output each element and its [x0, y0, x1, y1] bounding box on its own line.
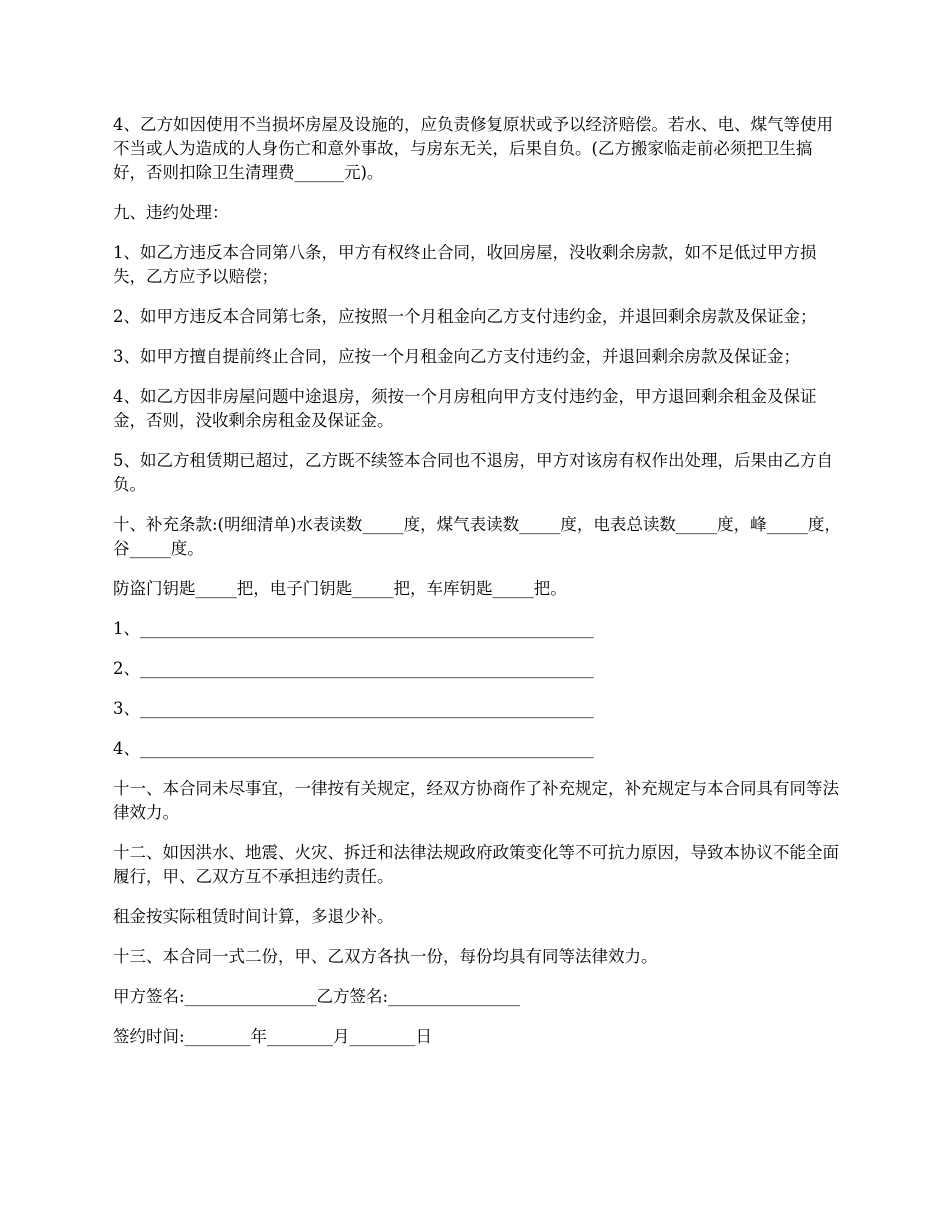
- section-13: 十三、本合同一式二份，甲、乙双方各执一份，每份均具有同等法律效力。: [113, 947, 658, 966]
- blank-line-1: 1、_______________________________________________________: [113, 619, 594, 638]
- section-9-heading: 九、违约处理：: [113, 203, 229, 222]
- clause-9-1: 1、如乙方违反本合同第八条，甲方有权终止合同，收回房屋，没收剩余房款，如不足低过甲方损失，乙方应予以赔偿；: [113, 243, 817, 286]
- clause-8-4: 4、乙方如因使用不当损坏房屋及设施的，应负责修复原状或予以经济赔偿。若水、电、煤气等使用不当或人为造成的人身伤亡和意外事故，与房东无关，后果自负。(乙方搬家临走前必须把卫生搞好，否则扣除卫生清理费______元)。: [113, 115, 833, 182]
- rent-note: 租金按实际租赁时间计算，多退少补。: [113, 907, 394, 926]
- contract-text: [113, 113, 841, 1065]
- signing-date-line: 签约时间:________年________月________日: [113, 1027, 433, 1046]
- blank-line-4: 4、_______________________________________________________: [113, 739, 594, 758]
- section-10-meter-readings: 十、补充条款:(明细清单)水表读数_____度，煤气表读数_____度，电表总读数_____度，峰_____度，谷_____度。: [113, 515, 841, 558]
- clause-9-4: 4、如乙方因非房屋问题中途退房，须按一个月房租向甲方支付违约金，甲方退回剩余租金及保证金，否则，没收剩余房租金及保证金。: [113, 387, 817, 430]
- signature-line: 甲方签名:________________乙方签名:________________: [113, 987, 521, 1006]
- section-12: 十二、如因洪水、地震、火灾、拆迁和法律法规政府政策变化等不可抗力原因，导致本协议不能全面履行，甲、乙双方互不承担违约责任。: [113, 843, 839, 886]
- blank-line-3: 3、_______________________________________________________: [113, 699, 594, 718]
- clause-9-2: 2、如甲方违反本合同第七条，应按照一个月租金向乙方支付违约金，并退回剩余房款及保证金；: [113, 307, 817, 326]
- clause-9-5: 5、如乙方租赁期已超过，乙方既不续签本合同也不退房，甲方对该房有权作出处理，后果由乙方自负。: [113, 451, 833, 494]
- section-10-keys: 防盗门钥匙_____把，电子门钥匙_____把，车库钥匙_____把。: [113, 579, 567, 598]
- section-11: 十一、本合同未尽事宜，一律按有关规定，经双方协商作了补充规定，补充规定与本合同具有同等法律效力。: [113, 779, 839, 822]
- blank-line-2: 2、_______________________________________________________: [113, 659, 594, 678]
- clause-9-3: 3、如甲方擅自提前终止合同，应按一个月租金向乙方支付违约金，并退回剩余房款及保证金；: [113, 347, 800, 366]
